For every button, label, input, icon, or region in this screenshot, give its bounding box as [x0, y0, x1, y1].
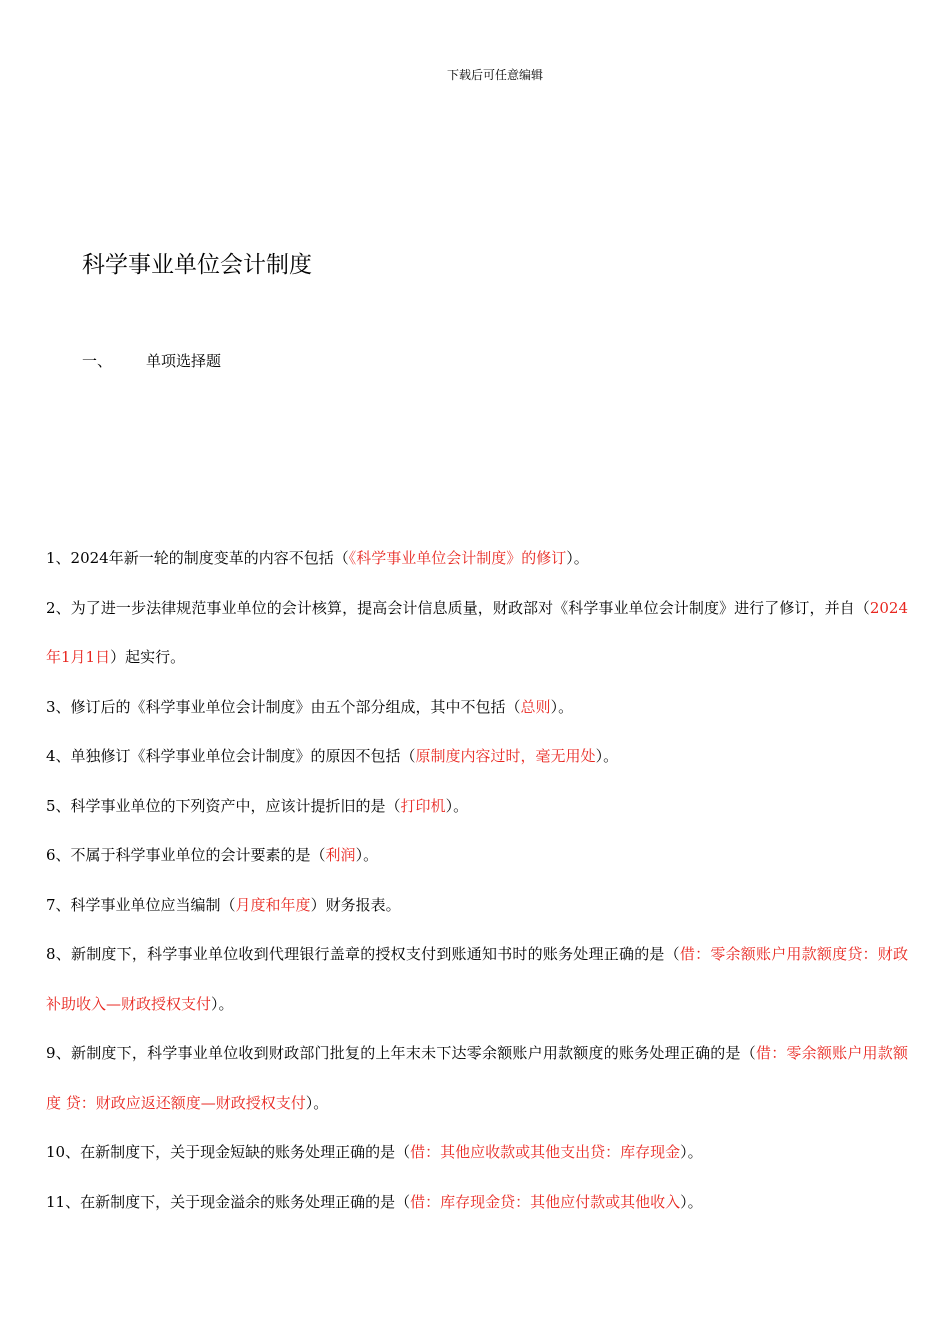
- answer-text: 总则: [520, 697, 551, 716]
- answer-text: 借：库存现金贷：其他应付款或其他收入: [410, 1192, 681, 1211]
- answer-text: 原制度内容过时，毫无用处: [415, 747, 596, 765]
- question-list: [46, 534, 908, 1227]
- answer-text: 月度和年度: [235, 895, 311, 914]
- answer-text: 《科学事业单位会计制度》的修订: [348, 549, 567, 567]
- answer-text: 利润: [325, 846, 356, 864]
- page-header-note: 下载后可任意编辑: [446, 68, 543, 82]
- question-item: [46, 732, 908, 782]
- question-item: [46, 881, 908, 931]
- question-item: [46, 782, 908, 832]
- question-suffix: ）财务报表。: [310, 895, 401, 914]
- question-suffix: ）。: [550, 697, 574, 716]
- question-text: 8、新制度下，科学事业单位收到代理银行盖章的授权支付到账通知书时的账务处理正确的是（: [46, 945, 680, 963]
- question-item: [46, 1128, 908, 1178]
- answer-text: 借：零余额账户用款额度 贷：财政应返还额度—财政授权支付: [46, 1044, 908, 1112]
- document-title: 科学事业单位会计制度: [82, 252, 312, 278]
- question-text: 10、在新制度下，关于现金短缺的账务处理正确的是（: [46, 1143, 411, 1161]
- question-text: 7、科学事业单位应当编制（: [46, 895, 236, 914]
- question-suffix: ）。: [355, 846, 379, 864]
- question-item: [46, 831, 908, 881]
- answer-text: 借：其他应收款或其他支出贷：库存现金: [410, 1143, 681, 1161]
- question-item: [46, 930, 908, 1029]
- question-suffix: ）。: [680, 1143, 703, 1161]
- question-item: [46, 534, 908, 584]
- answer-text: 借：零余额账户用款额度贷：财政补助收入—财政授权支付: [46, 945, 908, 1013]
- section-label: 单项选择题: [146, 352, 222, 370]
- question-suffix: ）。: [211, 994, 234, 1013]
- question-item: [46, 683, 908, 733]
- question-item: [46, 584, 908, 683]
- question-suffix: ）。: [305, 1093, 329, 1112]
- question-suffix: ）。: [680, 1192, 703, 1211]
- answer-text: 2024年1月1日: [46, 598, 908, 666]
- question-text: 5、科学事业单位的下列资产中，应该计提折旧的是（: [46, 796, 401, 815]
- question-suffix: ）。: [566, 549, 589, 567]
- question-item: [46, 1029, 908, 1128]
- question-suffix: ）起实行。: [110, 648, 186, 666]
- question-text: 6、不属于科学事业单位的会计要素的是（: [46, 846, 326, 864]
- question-text: 11、在新制度下，关于现金溢余的账务处理正确的是（: [46, 1192, 411, 1211]
- section-number: 一、: [82, 352, 113, 370]
- question-suffix: ）。: [595, 747, 619, 765]
- question-item: [46, 1178, 908, 1228]
- question-text: 4、单独修订《科学事业单位会计制度》的原因不包括（: [46, 747, 416, 765]
- question-text: 3、修订后的《科学事业单位会计制度》由五个部分组成，其中不包括（: [46, 697, 521, 716]
- section-heading: [82, 350, 221, 371]
- answer-text: 打印机: [400, 796, 446, 815]
- question-text: 2、为了进一步法律规范事业单位的会计核算，提高会计信息质量，财政部对《科学事业单位会计制度》进行了修订，并自（: [46, 598, 870, 617]
- question-suffix: ）。: [445, 796, 469, 815]
- question-text: 1、2024年新一轮的制度变革的内容不包括（: [46, 549, 349, 567]
- question-text: 9、新制度下，科学事业单位收到财政部门批复的上年末未下达零余额账户用款额度的账务处理正确的是（: [46, 1044, 756, 1062]
